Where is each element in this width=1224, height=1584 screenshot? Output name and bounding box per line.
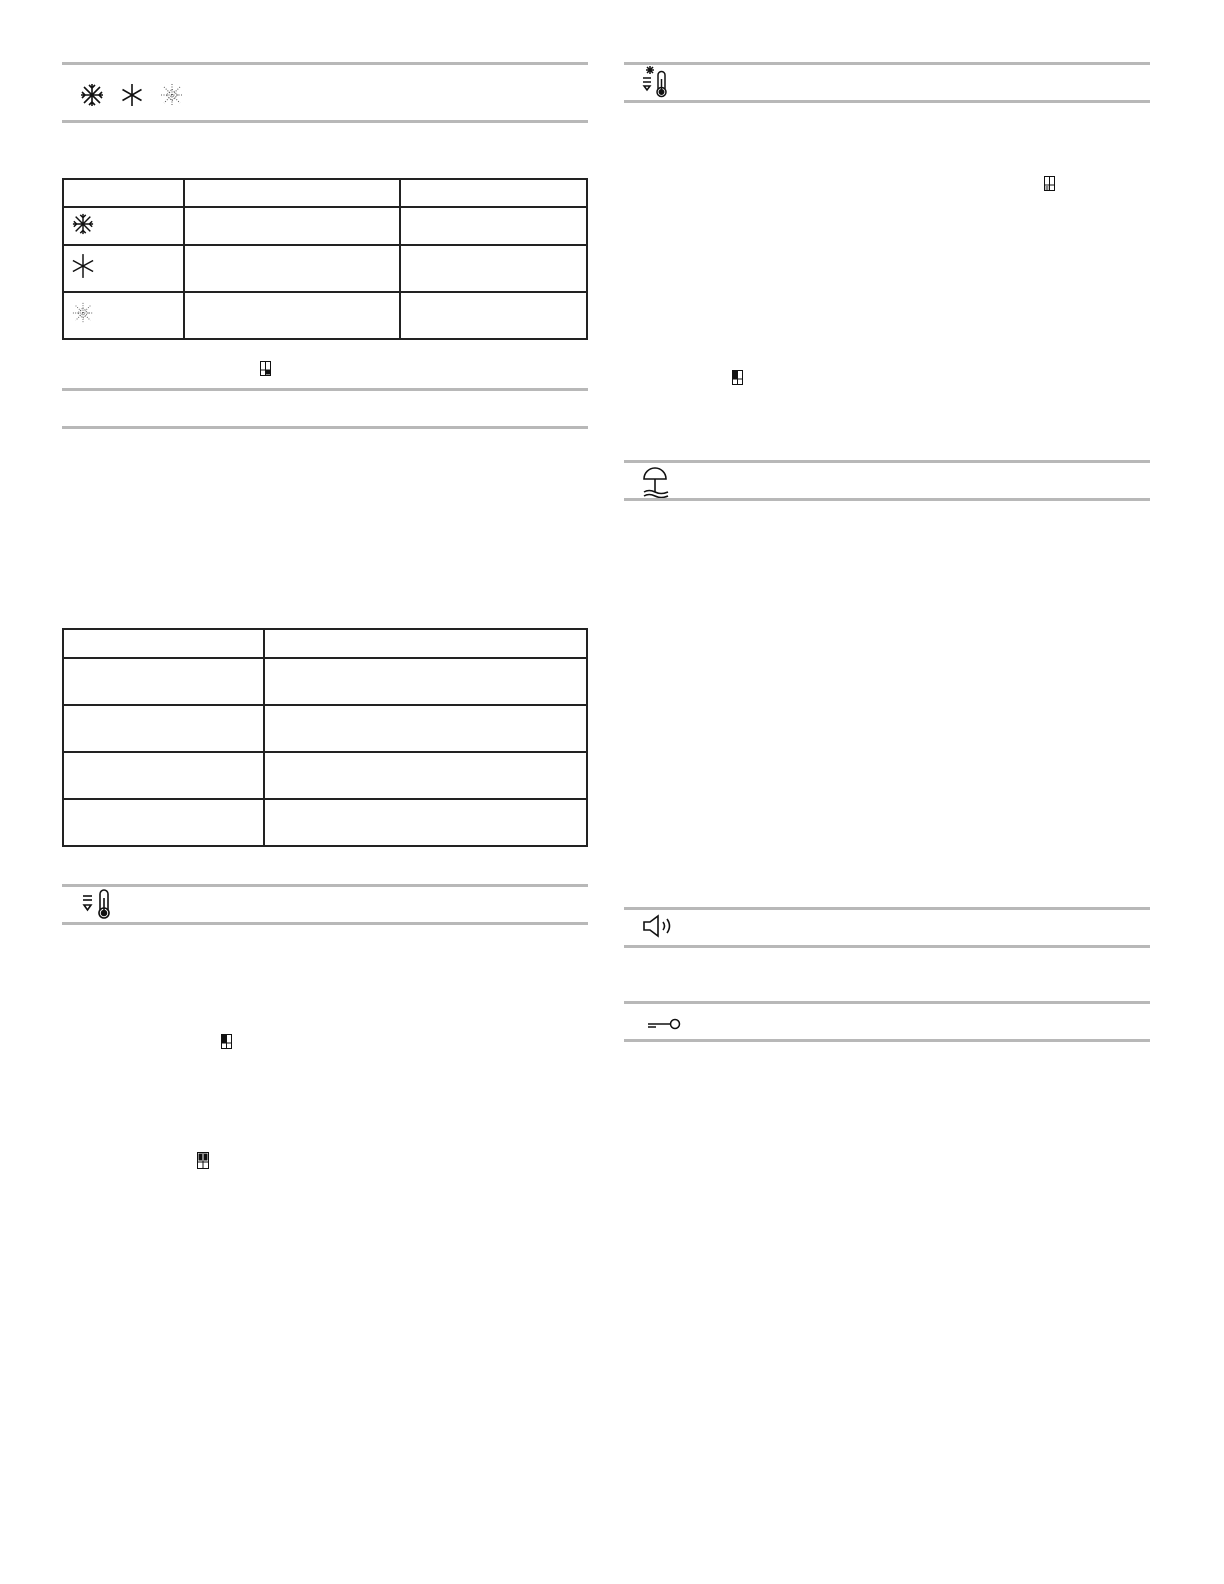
dotted-snowflake-icon	[72, 302, 94, 324]
section-divider-bottom	[62, 426, 588, 429]
table-row	[63, 799, 587, 846]
table-cell	[63, 179, 184, 207]
table-header-row	[63, 629, 587, 658]
table-cell	[184, 292, 400, 339]
fridge-door-right-icon	[1044, 176, 1055, 191]
heavy-snowflake-icon	[72, 213, 94, 235]
key-lock-icon	[646, 1016, 682, 1032]
table-cell	[264, 752, 587, 799]
table-cell	[264, 629, 587, 658]
fast-cool-thermometer-icon	[82, 888, 112, 920]
table-row	[63, 752, 587, 799]
table-cell	[184, 245, 400, 292]
section-divider-top	[624, 62, 1150, 65]
table-header-row	[63, 179, 587, 207]
table-cell	[63, 207, 184, 245]
section-divider-bottom	[62, 922, 588, 925]
section-divider-bottom	[624, 100, 1150, 103]
table-cell	[184, 207, 400, 245]
section-divider-bottom	[624, 1039, 1150, 1042]
section-divider-top	[624, 1001, 1150, 1004]
beach-umbrella-icon	[642, 466, 670, 498]
dotted-snowflake-icon	[160, 83, 184, 107]
table-cell	[63, 799, 264, 846]
section-divider-top	[624, 460, 1150, 463]
section-divider-top	[62, 884, 588, 887]
table-row	[63, 207, 587, 245]
speaker-icon	[642, 913, 674, 939]
table-cell	[63, 292, 184, 339]
table-cell	[63, 705, 264, 752]
asterisk-snowflake-icon	[120, 83, 144, 107]
heavy-snowflake-icon	[80, 83, 104, 107]
table-cell	[400, 292, 587, 339]
section-divider-bottom	[624, 498, 1150, 501]
table-row	[63, 705, 587, 752]
asterisk-snowflake-icon	[72, 253, 94, 279]
table-cell	[400, 207, 587, 245]
table-cell	[63, 245, 184, 292]
section-divider-top	[624, 907, 1150, 910]
fridge-door-bottom-icon	[732, 370, 743, 385]
table-cell	[63, 658, 264, 705]
fridge-door-icon	[260, 361, 271, 376]
section-divider-bottom	[62, 120, 588, 123]
section-divider-top	[62, 62, 588, 65]
settings-table	[62, 628, 588, 847]
table-cell	[400, 179, 587, 207]
table-cell	[63, 629, 264, 658]
fridge-double-door-icon	[197, 1152, 209, 1169]
table-cell	[63, 752, 264, 799]
section-divider-top	[62, 388, 588, 391]
fridge-door-left-icon	[221, 1034, 232, 1049]
section-divider-bottom	[624, 945, 1150, 948]
table-cell	[264, 658, 587, 705]
snow-level-table	[62, 178, 588, 340]
table-cell	[264, 799, 587, 846]
fast-freeze-thermometer-icon	[642, 65, 670, 99]
table-cell	[264, 705, 587, 752]
table-cell	[184, 179, 400, 207]
table-cell	[400, 245, 587, 292]
table-row	[63, 658, 587, 705]
table-row	[63, 245, 587, 292]
table-row	[63, 292, 587, 339]
